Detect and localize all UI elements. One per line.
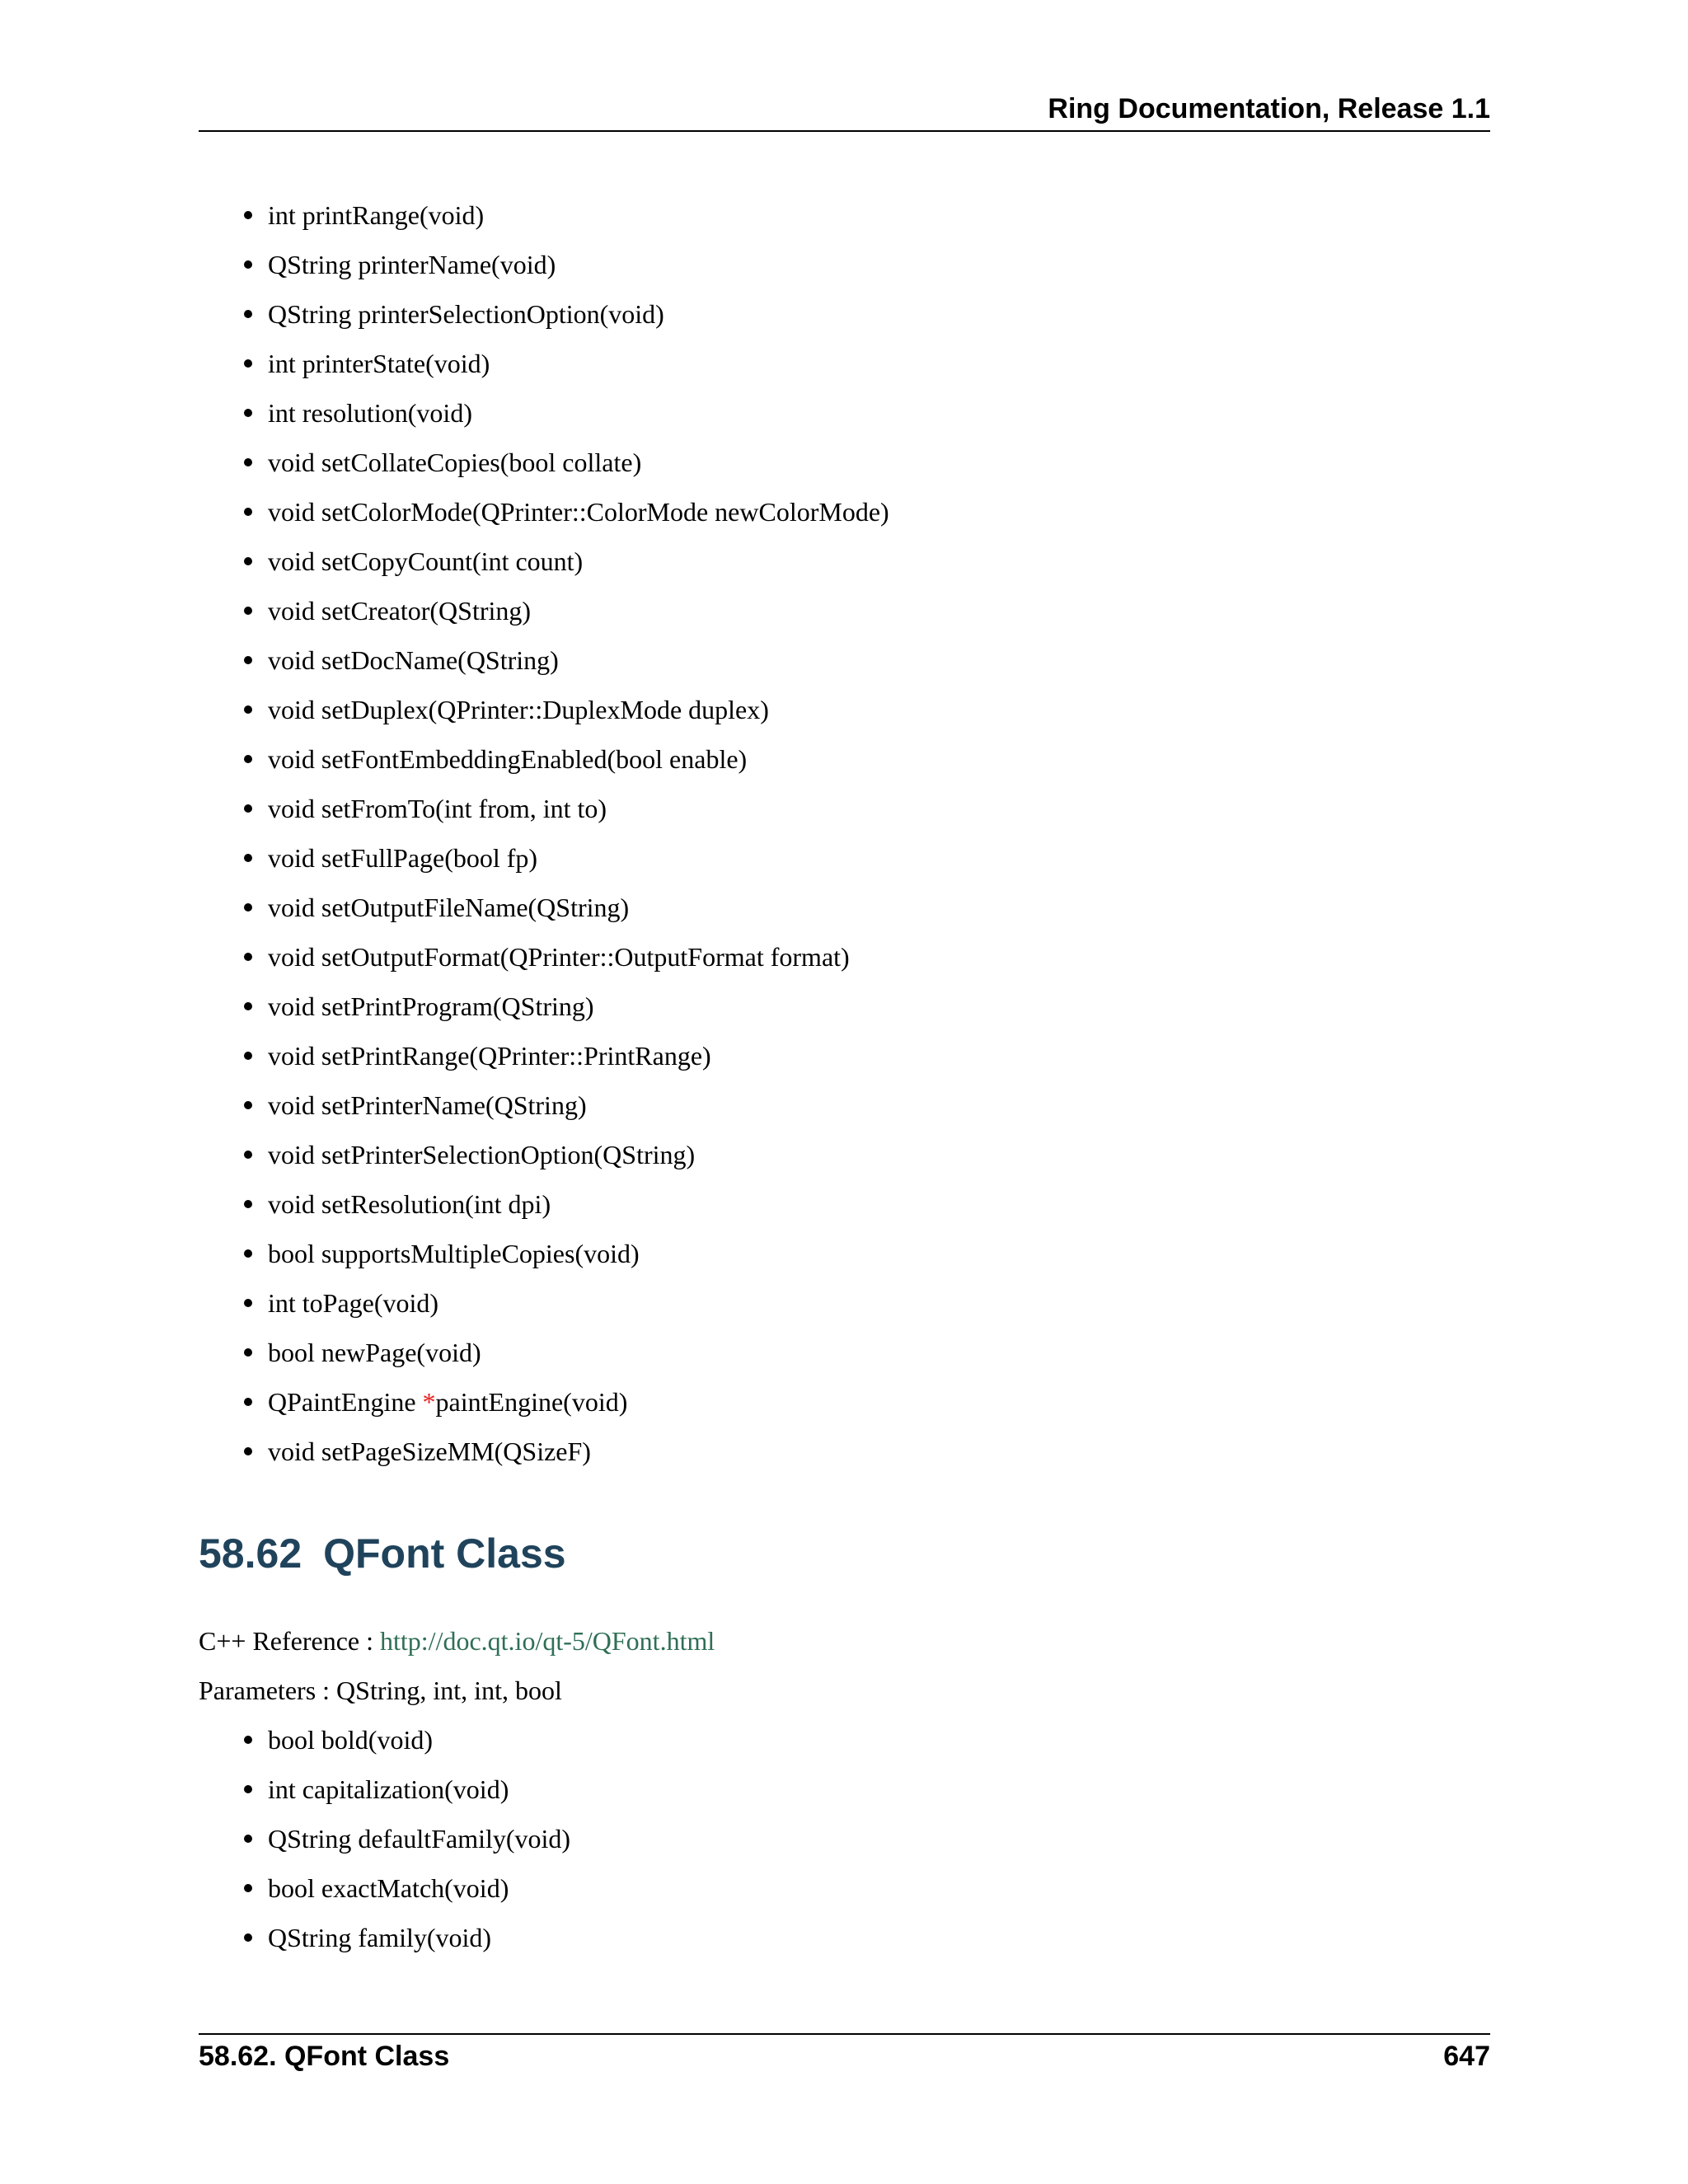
bullet bbox=[244, 1249, 252, 1258]
pointer-star: * bbox=[422, 1387, 436, 1417]
bullet bbox=[244, 1736, 252, 1744]
document-title: Ring Documentation, Release 1.1 bbox=[1048, 93, 1490, 124]
paint-engine-suffix: paintEngine(void) bbox=[435, 1387, 628, 1417]
list-item: int capitalization(void) bbox=[268, 1774, 509, 1804]
list-item: int printRange(void) bbox=[268, 200, 485, 230]
list-item: void setResolution(int dpi) bbox=[268, 1189, 551, 1219]
list-item: int toPage(void) bbox=[268, 1288, 439, 1318]
list-item: void setPrintProgram(QString) bbox=[268, 991, 594, 1021]
list-item: bool bold(void) bbox=[268, 1725, 433, 1755]
list-item: void setDocName(QString) bbox=[268, 645, 559, 675]
bullet bbox=[244, 458, 252, 466]
section-heading bbox=[199, 1529, 566, 1578]
bullet bbox=[244, 1002, 252, 1010]
list-item: void setPrintRange(QPrinter::PrintRange) bbox=[268, 1041, 711, 1071]
bullet bbox=[244, 804, 252, 813]
list-item: QString defaultFamily(void) bbox=[268, 1824, 571, 1854]
list-item: QString printerSelectionOption(void) bbox=[268, 299, 664, 329]
list-item: int resolution(void) bbox=[268, 398, 472, 428]
page-number: 647 bbox=[1443, 2041, 1490, 2072]
list-item: void setOutputFormat(QPrinter::OutputFormat format) bbox=[268, 942, 850, 972]
list-item: bool newPage(void) bbox=[268, 1338, 481, 1367]
bullet bbox=[244, 211, 252, 219]
list-item: bool supportsMultipleCopies(void) bbox=[268, 1239, 640, 1268]
bullet bbox=[244, 953, 252, 961]
reference-label: C++ Reference : bbox=[199, 1626, 380, 1656]
reference-link[interactable]: http://doc.qt.io/qt-5/QFont.html bbox=[380, 1626, 715, 1656]
bullet bbox=[244, 705, 252, 714]
bullet bbox=[244, 260, 252, 269]
bullet bbox=[244, 1884, 252, 1892]
list-item: void setPrinterName(QString) bbox=[268, 1090, 587, 1120]
bullet bbox=[244, 1200, 252, 1208]
list-item: void setFromTo(int from, int to) bbox=[268, 794, 607, 823]
page-header bbox=[199, 91, 1490, 132]
list-item: void setCopyCount(int count) bbox=[268, 546, 584, 576]
bullet bbox=[244, 557, 252, 565]
list-item-paint-engine bbox=[268, 1385, 627, 1418]
list-item: void setColorMode(QPrinter::ColorMode newColorMode) bbox=[268, 497, 889, 527]
list-item: void setPageSizeMM(QSizeF) bbox=[268, 1436, 591, 1466]
bullet bbox=[244, 508, 252, 516]
cpp-reference-line bbox=[199, 1624, 715, 1657]
page-footer bbox=[199, 2033, 1490, 2072]
list-item: void setCollateCopies(bool collate) bbox=[268, 448, 642, 477]
bullet bbox=[244, 1447, 252, 1455]
list-item: bool exactMatch(void) bbox=[268, 1873, 509, 1903]
bullet bbox=[244, 656, 252, 664]
list-item: void setDuplex(QPrinter::DuplexMode duplex) bbox=[268, 695, 769, 724]
bullet bbox=[244, 1933, 252, 1942]
bullet bbox=[244, 1299, 252, 1307]
bullet bbox=[244, 1052, 252, 1060]
footer-section-label: 58.62. QFont Class bbox=[199, 2041, 450, 2072]
bullet bbox=[244, 607, 252, 615]
list-item: QString family(void) bbox=[268, 1923, 492, 1952]
bullet bbox=[244, 1835, 252, 1843]
list-item: void setPrinterSelectionOption(QString) bbox=[268, 1140, 696, 1169]
bullet bbox=[244, 359, 252, 368]
paint-engine-prefix: QPaintEngine bbox=[268, 1387, 423, 1417]
list-item: int printerState(void) bbox=[268, 349, 490, 378]
bullet bbox=[244, 903, 252, 912]
list-item: void setFullPage(bool fp) bbox=[268, 843, 538, 873]
bullet bbox=[244, 310, 252, 318]
list-item: void setCreator(QString) bbox=[268, 596, 532, 626]
bullet bbox=[244, 755, 252, 763]
bullet bbox=[244, 409, 252, 417]
bullet bbox=[244, 1101, 252, 1109]
list-item: void setOutputFileName(QString) bbox=[268, 893, 630, 922]
bullet bbox=[244, 1348, 252, 1357]
parameters-line: Parameters : QString, int, int, bool bbox=[199, 1675, 562, 1705]
bullet bbox=[244, 1785, 252, 1793]
list-item: QString printerName(void) bbox=[268, 250, 556, 279]
bullet bbox=[244, 1398, 252, 1406]
section-number: 58.62 bbox=[199, 1530, 302, 1577]
list-item: void setFontEmbeddingEnabled(bool enable) bbox=[268, 744, 748, 774]
bullet bbox=[244, 1151, 252, 1159]
section-title: QFont Class bbox=[323, 1530, 566, 1577]
bullet bbox=[244, 854, 252, 862]
